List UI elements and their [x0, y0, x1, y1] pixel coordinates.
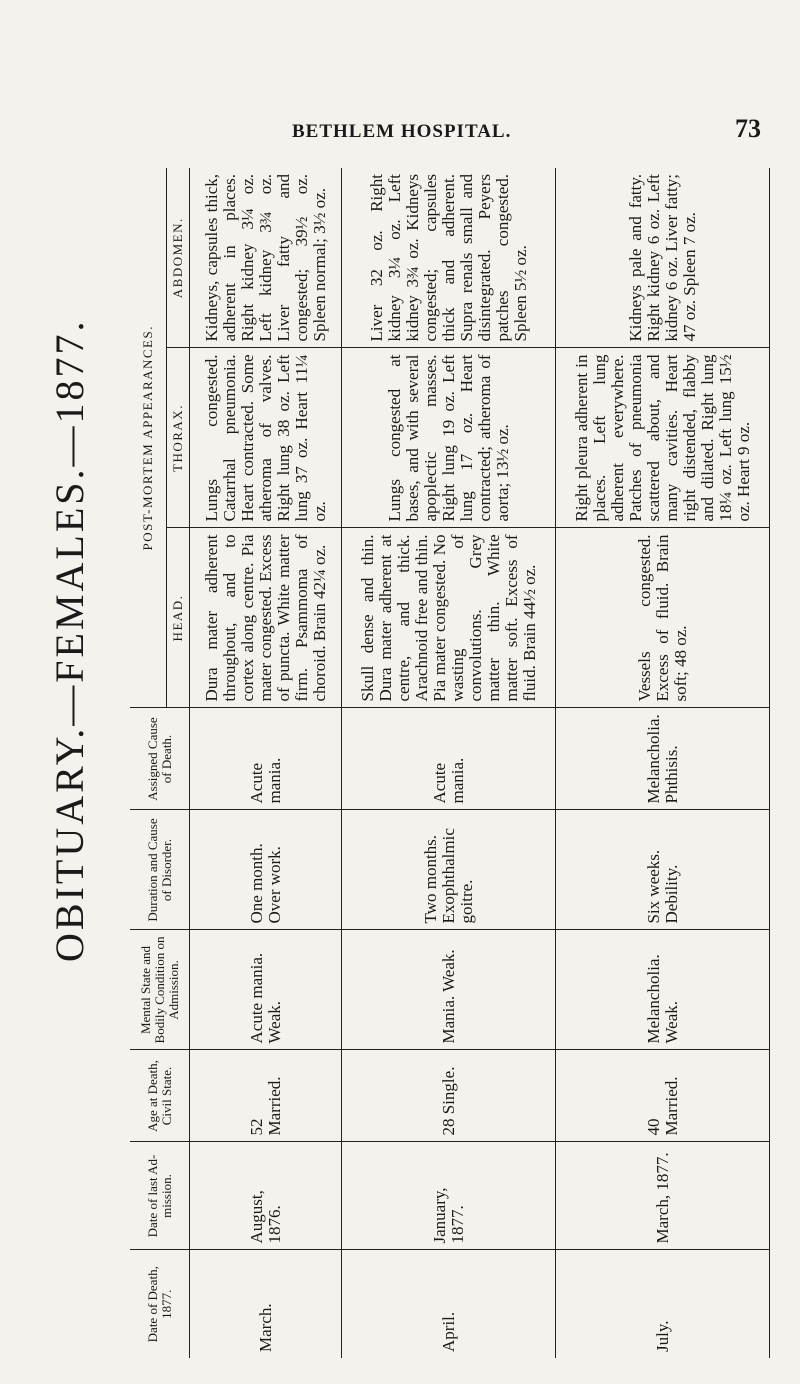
cell-abdomen: Kidneys pale and fatty. Right kidney 6 oz. Left kidney 6 oz. Liver fatty; 47 oz. Spleen 7 oz. — [556, 168, 770, 348]
cell-assigned-cause: Acute mania. — [342, 708, 556, 810]
cell-head: Skull dense and thin. Dura mater adherent at centre, and thick. Arachnoid free and thin. Pia mater congested. No wasting of convolutions. Grey matter thin. White matter soft. Excess of fluid. Brain 44½ oz. — [342, 528, 556, 708]
cell-mental-state: Mania. Weak. — [342, 930, 556, 1050]
table-row — [190, 168, 342, 1358]
cell-thorax: Lungs congested. Catarrhal pneumonia. Heart contracted. Some atheroma of valves. Right lung 38 oz. Left lung 37 oz. Heart 11¼ oz. — [190, 348, 342, 528]
cell-abdomen: Kidneys, capsules thick, adherent in places. Right kidney 3¼ oz. Left kidney 3¾ oz. Liver fatty and congested; 39½ oz. Spleen normal; 3½ oz. — [190, 168, 342, 348]
col-header-mental-state: Mental State and Bodily Condition on Admission. — [130, 930, 190, 1050]
cell-duration-cause: One month. Over work. — [190, 810, 342, 930]
table-row — [556, 168, 770, 1358]
cell-mental-state: Acute mania. Weak. — [190, 930, 342, 1050]
col-header-thorax: THORAX. — [167, 348, 190, 528]
col-header-assigned-cause: Assigned Cause of Death. — [130, 708, 190, 810]
cell-date-of-death: July. — [556, 1250, 770, 1358]
running-header: BETHLEM HOSPITAL. — [292, 121, 512, 142]
cell-thorax: Right pleura adherent in places. Left lung adherent everywhere. Patches of pneumonia scattered about, and many cavities. Heart right distended, flabby and dilated. Right lung 18¼ oz. Left lung 15½ oz. Heart 9 oz. — [556, 348, 770, 528]
col-header-age-civil-state: Age at Death, Civil State. — [130, 1050, 190, 1142]
obituary-table — [130, 168, 770, 1358]
cell-head: Dura mater adherent throughout, and to cortex along centre. Pia mater congested. Excess of puncta. White matter firm. Psammoma of choroid. Brain 42¼ oz. — [190, 528, 342, 708]
cell-age-civil-state: 28 Single. — [342, 1050, 556, 1142]
col-header-head: HEAD. — [167, 528, 190, 708]
cell-date-of-death: April. — [342, 1250, 556, 1358]
cell-age-civil-state: 52 Married. — [190, 1050, 342, 1142]
rotated-table-container — [130, 168, 770, 1358]
col-header-date-of-death: Date of Death, 1877. — [130, 1250, 190, 1358]
cell-age-civil-state: 40 Married. — [556, 1050, 770, 1142]
cell-date-of-death: March. — [190, 1250, 342, 1358]
cell-last-admission: March, 1877. — [556, 1142, 770, 1250]
cell-last-admission: January, 1877. — [342, 1142, 556, 1250]
col-header-post-mortem: POST-MORTEM APPEARANCES. — [130, 168, 167, 708]
page-number: 73 — [735, 114, 761, 143]
cell-head: Vessels congested. Excess of fluid. Brain soft; 48 oz. — [556, 528, 770, 708]
col-header-abdomen: ABDOMEN. — [167, 168, 190, 348]
col-header-last-admission: Date of last Ad-mission. — [130, 1142, 190, 1250]
cell-mental-state: Melancholia. Weak. — [556, 930, 770, 1050]
cell-duration-cause: Six weeks. Debility. — [556, 810, 770, 930]
table-row — [342, 168, 556, 1358]
section-title: OBITUARY.—FEMALES.—1877. — [47, 318, 92, 962]
cell-assigned-cause: Melancholia. Phthisis. — [556, 708, 770, 810]
col-header-duration-cause: Duration and Cause of Disorder. — [130, 810, 190, 930]
cell-abdomen: Liver 32 oz. Right kidney 3¼ oz. Left kidney 3¾ oz. Kidneys congested; capsules thick and adherent. Supra renals small and disintegrated. Peyers patches congested. Spleen 5½ oz. — [342, 168, 556, 348]
cell-thorax: Lungs congested at bases, and with several apoplectic masses. Right lung 19 oz. Left lung 17 oz. Heart contracted; atheroma of aorta; 13½ oz. — [342, 348, 556, 528]
cell-last-admission: August, 1876. — [190, 1142, 342, 1250]
cell-assigned-cause: Acute mania. — [190, 708, 342, 810]
cell-duration-cause: Two months. Exophthalmic goitre. — [342, 810, 556, 930]
